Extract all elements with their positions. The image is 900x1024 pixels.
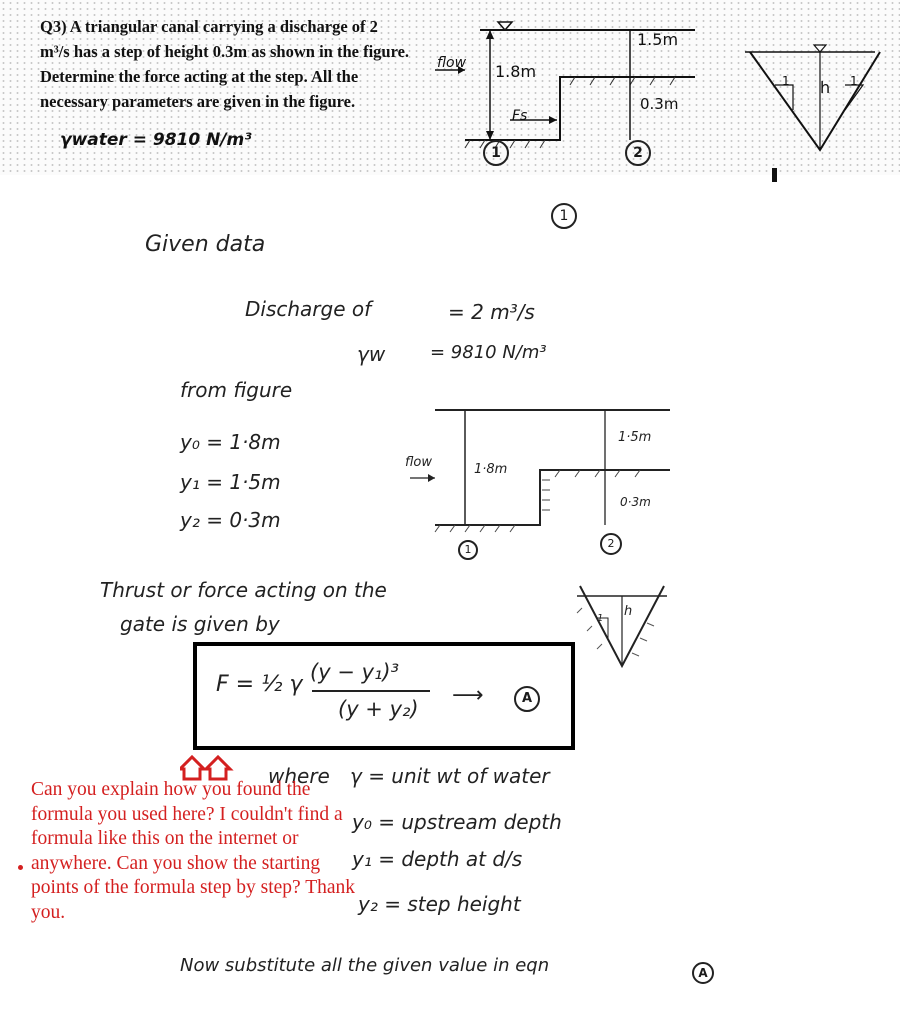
formula-fraction-bar: [312, 690, 430, 692]
sketch-step-height-label: 0·3m: [620, 495, 651, 509]
solution-triangle-sketch: [572, 578, 672, 673]
fig-depth-label: 1.8m: [495, 62, 537, 81]
thrust-line-1: Thrust or force acting on the: [100, 578, 387, 602]
formula-arrow: ⟶: [452, 683, 484, 708]
y2-value: y₂ = 0·3m: [180, 508, 281, 532]
section-1-marker: 1: [483, 140, 509, 166]
fig2-slope-b: 1: [850, 74, 858, 88]
now-line: Now substitute all the given value in eqn: [180, 955, 550, 976]
fig-step-depth-label: 1.5m: [637, 30, 679, 49]
formula-lhs: F = ½ γ: [216, 672, 303, 697]
fig-force-label: Fs: [512, 108, 528, 124]
gamma-label: γw: [357, 342, 386, 366]
discharge-label: Discharge of: [245, 297, 372, 321]
thrust-line-2: gate is given by: [120, 612, 280, 636]
where-label: where: [268, 764, 330, 788]
sketch-section-1: 1: [458, 540, 478, 560]
question-text: Q3) A triangular canal carrying a discharge of 2 m³/s has a step of height 0.3m as shown in the figure. Determine the force acting at the step. All the necessary parameters are given in the figure.: [40, 17, 410, 111]
fig-flow-label: flow: [437, 55, 467, 71]
def-y1: y₁ = depth at d/s: [352, 847, 523, 871]
formula-denominator: (y + y₂): [338, 697, 419, 721]
question-gamma: γwater = 9810 N/m³: [60, 130, 252, 150]
y0-value: y₀ = 1·8m: [180, 430, 281, 454]
sketch-slope-label: 1: [597, 613, 604, 624]
solution-step-sketch: [400, 400, 690, 550]
def-y2: y₂ = step height: [358, 892, 521, 916]
sketch-depth-label: 1·8m: [474, 462, 508, 477]
gamma-value: = 9810 N/m³: [430, 342, 547, 363]
solution-section-marker: 1: [551, 203, 577, 229]
sketch-section-2: 2: [600, 533, 622, 555]
fig-step-height-label: 0.3m: [640, 95, 679, 113]
water-surface-symbol: [498, 22, 512, 30]
triangle-section-figure: [735, 40, 885, 160]
formula-numerator: (y − y₁)³: [310, 660, 400, 684]
def-y0: y₀ = upstream depth: [352, 810, 562, 834]
triangle-walls: [750, 52, 880, 150]
sketch-flow-label: flow: [405, 455, 432, 470]
sketch-h-label: h: [624, 604, 633, 619]
cursor-mark: [772, 168, 777, 182]
formula-tag: A: [514, 686, 540, 712]
comment-bullet: [18, 865, 23, 870]
given-data-title: Given data: [145, 232, 266, 257]
y1-value: y₁ = 1·5m: [180, 470, 281, 494]
fig2-slope-a: 1: [782, 74, 790, 88]
def-gamma: γ = unit wt of water: [350, 764, 550, 788]
section-2-marker: 2: [625, 140, 651, 166]
red-comment: Can you explain how you found the formula you used here? I couldn't find a formula like this on the internet or anywhere. Can you show the starting points of the formula step by step? Thank you.: [31, 779, 356, 923]
from-figure-label: from figure: [180, 378, 293, 402]
now-tag: A: [692, 962, 714, 984]
fig2-h-label: h: [820, 78, 831, 97]
sketch-step-depth-label: 1·5m: [618, 430, 652, 445]
discharge-value: = 2 m³/s: [448, 300, 535, 324]
